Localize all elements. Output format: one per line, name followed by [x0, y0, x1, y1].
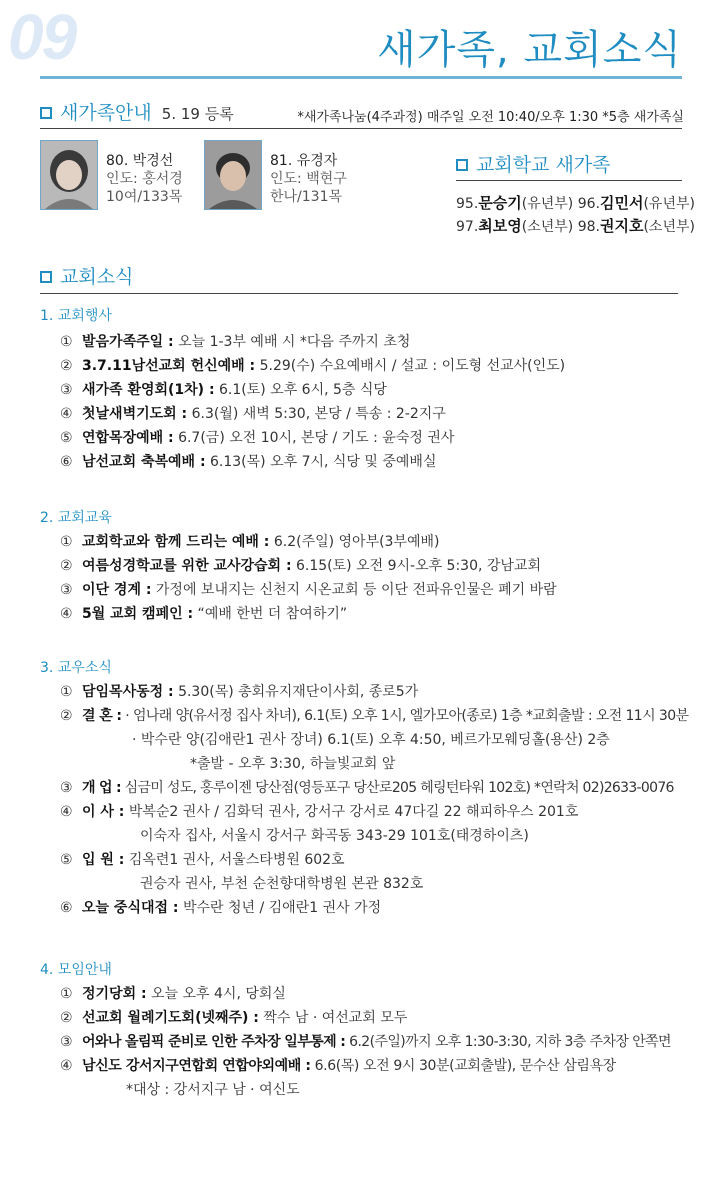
- checkbox-square-icon: [456, 159, 468, 171]
- section-title-meetings: 4. 모임안내: [40, 962, 112, 978]
- news-divider: [40, 293, 678, 294]
- newcomers-heading: 새가족안내 5. 19 등록: [40, 100, 234, 127]
- section-meetings-list: [60, 984, 671, 1100]
- list-item: ④ 이 사 : 박복순2 권사 / 김화덕 권사, 강서구 강서로 47다길 22 해피하우스 201호: [60, 804, 579, 820]
- newcomer-photo-2: [204, 140, 262, 210]
- list-item: · 박수란 양(김애란1 권사 장녀) 6.1(토) 오후 4:50, 베르가모웨딩홀(용산) 2층: [132, 732, 610, 748]
- list-item: ① 담임목사동정 : 5.30(목) 총회유지재단이사회, 종로5가: [60, 684, 419, 700]
- list-item: ③ 개 업 : 심금미 성도, 홍루이젠 당산점(영등포구 당산로205 헤링턴타워 102호) *연락처 02)2633-0076: [60, 780, 674, 796]
- page-title: 새가족, 교회소식: [377, 27, 682, 73]
- newcomers-divider: [40, 128, 682, 129]
- list-item: 이숙자 집사, 서울시 강서구 화곡동 343-29 101호(태경하이츠): [140, 828, 529, 844]
- news-heading: 교회소식: [40, 264, 133, 290]
- newcomer-group: 한나/131목: [270, 189, 343, 205]
- list-item: 권승자 권사, 부천 순천향대학병원 본관 832호: [140, 876, 424, 892]
- section-education-list: [60, 532, 557, 624]
- school-list: [456, 192, 695, 238]
- newcomer-name: 80. 박경선: [106, 153, 174, 169]
- portrait-image: [205, 141, 261, 209]
- list-item: *출발 - 오후 3:30, 하늘빛교회 앞: [190, 756, 396, 772]
- section-members-list: [60, 682, 688, 918]
- newcomer-guide: 인도: 백현구: [270, 171, 347, 187]
- list-item: ③ 새가족 환영회(1차) : 6.1(토) 오후 6시, 5층 식당: [60, 382, 387, 398]
- portrait-image: [41, 141, 97, 209]
- newcomer-guide: 인도: 홍서경: [106, 171, 183, 187]
- section-events-list: [60, 332, 565, 472]
- list-item: ③ 이단 경계 : 가정에 보내지는 신천지 시온교회 등 이단 전파유인물은 폐기 바람: [60, 582, 557, 598]
- newcomer-photo-1: [40, 140, 98, 210]
- list-item: ④ 첫날새벽기도회 : 6.3(월) 새벽 5:30, 본당 / 특송 : 2-2지구: [60, 406, 446, 422]
- school-divider: [456, 180, 682, 181]
- list-item: ② 결 혼 : · 엄나래 양(유서정 집사 차녀), 6.1(토) 오후 1시, 엘가모아(종로) 1층 *교회출발 : 오전 11시 30분: [60, 708, 689, 724]
- school-heading: 교회학교 새가족: [456, 152, 611, 178]
- page-number: 09: [8, 1, 76, 73]
- list-item: ① 발음가족주일 : 오늘 1-3부 예배 시 *다음 주까지 초청: [60, 334, 411, 350]
- list-item: ③ 어와나 올림픽 준비로 인한 주차장 일부통제 : 6.2(주일)까지 오후 1:30-3:30, 지하 3층 주차장 안쪽면: [60, 1034, 671, 1050]
- school-line-2: 97.최보영(소년부) 98.권지호(소년부): [456, 217, 695, 235]
- newcomers-schedule: *새가족나눔(4주과정) 매주일 오전 10:40/오후 1:30 *5층 새가족실: [297, 110, 684, 125]
- list-item: ② 3.7.11남선교회 헌신예배 : 5.29(수) 수요예배시 / 설교 : 이도형 선교사(인도): [60, 358, 566, 374]
- newcomer-group: 10여/133목: [106, 189, 183, 205]
- list-item: ① 교회학교와 함께 드리는 예배 : 6.2(주일) 영아부(3부예배): [60, 534, 440, 550]
- section-title-education: 2. 교회교육: [40, 510, 112, 526]
- list-item: ⑤ 연합목장예배 : 6.7(금) 오전 10시, 본당 / 기도 : 윤숙정 권사: [60, 430, 455, 446]
- newcomer-info-1: [106, 152, 183, 206]
- list-item: *대상 : 강서지구 남 · 여신도: [126, 1082, 300, 1098]
- checkbox-square-icon: [40, 271, 52, 283]
- list-item: ⑤ 입 원 : 김옥련1 권사, 서울스타병원 602호: [60, 852, 345, 868]
- list-item: ② 선교회 월례기도회(넷째주) : 짝수 남 · 여선교회 모두: [60, 1010, 408, 1026]
- title-divider: [40, 76, 682, 79]
- newcomers-date: 5. 19 등록: [161, 105, 234, 123]
- newcomer-name: 81. 유경자: [270, 153, 338, 169]
- list-item: ⑥ 남선교회 축복예배 : 6.13(목) 오후 7시, 식당 및 중예배실: [60, 454, 437, 470]
- list-item: ② 여름성경학교를 위한 교사강습회 : 6.15(토) 오전 9시-오후 5:30, 강남교회: [60, 558, 541, 574]
- section-title-members: 3. 교우소식: [40, 660, 112, 676]
- list-item: ④ 남신도 강서지구연합회 연합야외예배 : 6.6(목) 오전 9시 30분(교회출발), 문수산 삼림욕장: [60, 1058, 616, 1074]
- checkbox-square-icon: [40, 107, 52, 119]
- list-item: ⑥ 오늘 중식대접 : 박수란 청년 / 김애란1 권사 가정: [60, 900, 382, 916]
- newcomer-info-2: [270, 152, 347, 206]
- section-title-events: 1. 교회행사: [40, 308, 112, 324]
- list-item: ④ 5월 교회 캠페인 : “예배 한번 더 참여하기”: [60, 606, 348, 622]
- school-line-1: 95.문승기(유년부) 96.김민서(유년부): [456, 194, 695, 212]
- list-item: ① 정기당회 : 오늘 오후 4시, 당회실: [60, 986, 286, 1002]
